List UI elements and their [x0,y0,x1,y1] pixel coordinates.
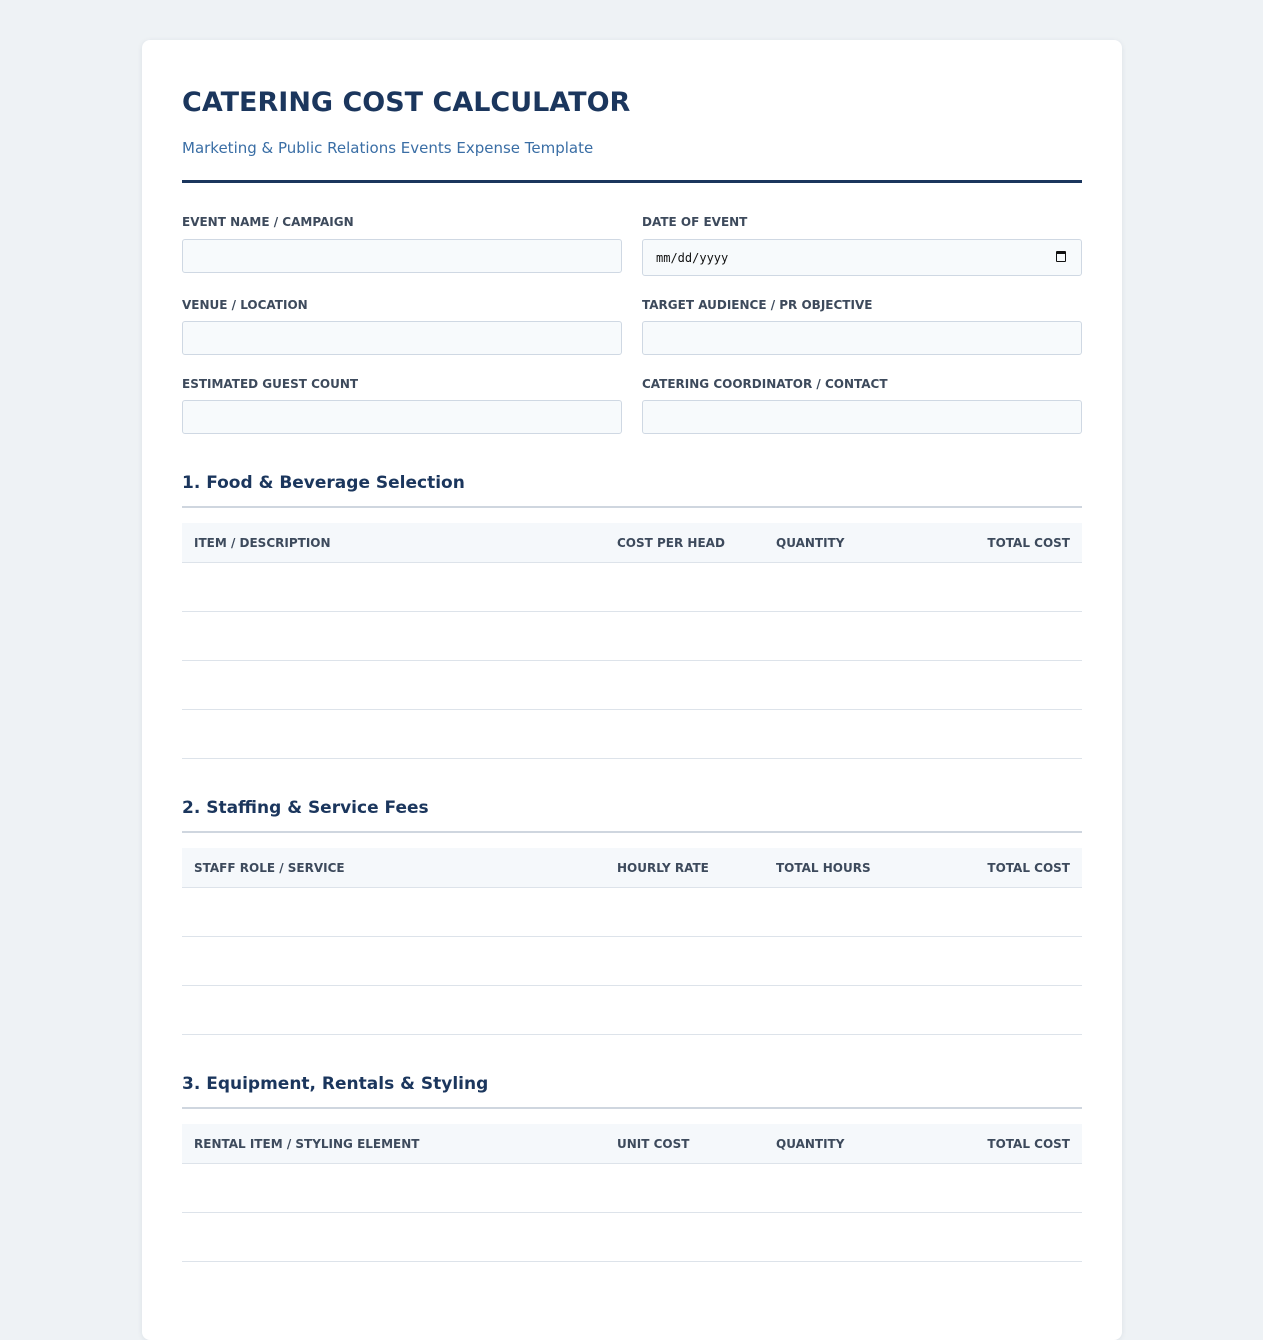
table-row[interactable] [182,1212,1082,1213]
event-date-label: DATE OF EVENT [642,215,748,229]
section-title-staffing: 2. Staffing & Service Fees [182,798,429,818]
calendar-icon[interactable] [1056,251,1066,262]
table-row[interactable] [182,611,1082,612]
title-divider [182,180,1082,183]
column-header: TOTAL COST [987,1137,1070,1151]
calculator-card [142,40,1122,1340]
column-header: QUANTITY [776,1137,845,1151]
section-title-food: 1. Food & Beverage Selection [182,473,465,493]
page-title: CATERING COST CALCULATOR [182,87,631,118]
coordinator-input[interactable] [642,400,1082,434]
table-row[interactable] [182,985,1082,986]
guest-count-input[interactable] [182,400,622,434]
column-header: QUANTITY [776,536,845,550]
table-row[interactable] [182,758,1082,759]
column-header: HOURLY RATE [617,861,709,875]
section-divider [182,831,1082,833]
venue-label: VENUE / LOCATION [182,298,308,312]
column-header: COST PER HEAD [617,536,725,550]
column-header: RENTAL ITEM / STYLING ELEMENT [194,1137,420,1151]
table-row[interactable] [182,1261,1082,1262]
column-header: TOTAL COST [987,861,1070,875]
page-subtitle: Marketing & Public Relations Events Expense Template [182,139,594,157]
table-row[interactable] [182,709,1082,710]
guest-count-label: ESTIMATED GUEST COUNT [182,377,359,391]
audience-input[interactable] [642,321,1082,355]
section-divider [182,1107,1082,1109]
venue-input[interactable] [182,321,622,355]
column-header: TOTAL HOURS [776,861,871,875]
table-row[interactable] [182,936,1082,937]
event-name-label: EVENT NAME / CAMPAIGN [182,215,354,229]
event-date-placeholder: mm/dd/yyyy [656,251,729,265]
audience-label: TARGET AUDIENCE / PR OBJECTIVE [642,298,873,312]
section-title-equipment: 3. Equipment, Rentals & Styling [182,1074,489,1094]
table-header-food [182,523,1082,563]
table-row[interactable] [182,660,1082,661]
column-header: ITEM / DESCRIPTION [194,536,331,550]
event-name-input[interactable] [182,239,622,273]
column-header: TOTAL COST [987,536,1070,550]
table-header-equipment [182,1124,1082,1164]
column-header: STAFF ROLE / SERVICE [194,861,345,875]
table-row[interactable] [182,1034,1082,1035]
event-date-input[interactable] [642,239,1082,276]
section-divider [182,506,1082,508]
table-header-staffing [182,848,1082,888]
coordinator-label: CATERING COORDINATOR / CONTACT [642,377,888,391]
column-header: UNIT COST [617,1137,690,1151]
